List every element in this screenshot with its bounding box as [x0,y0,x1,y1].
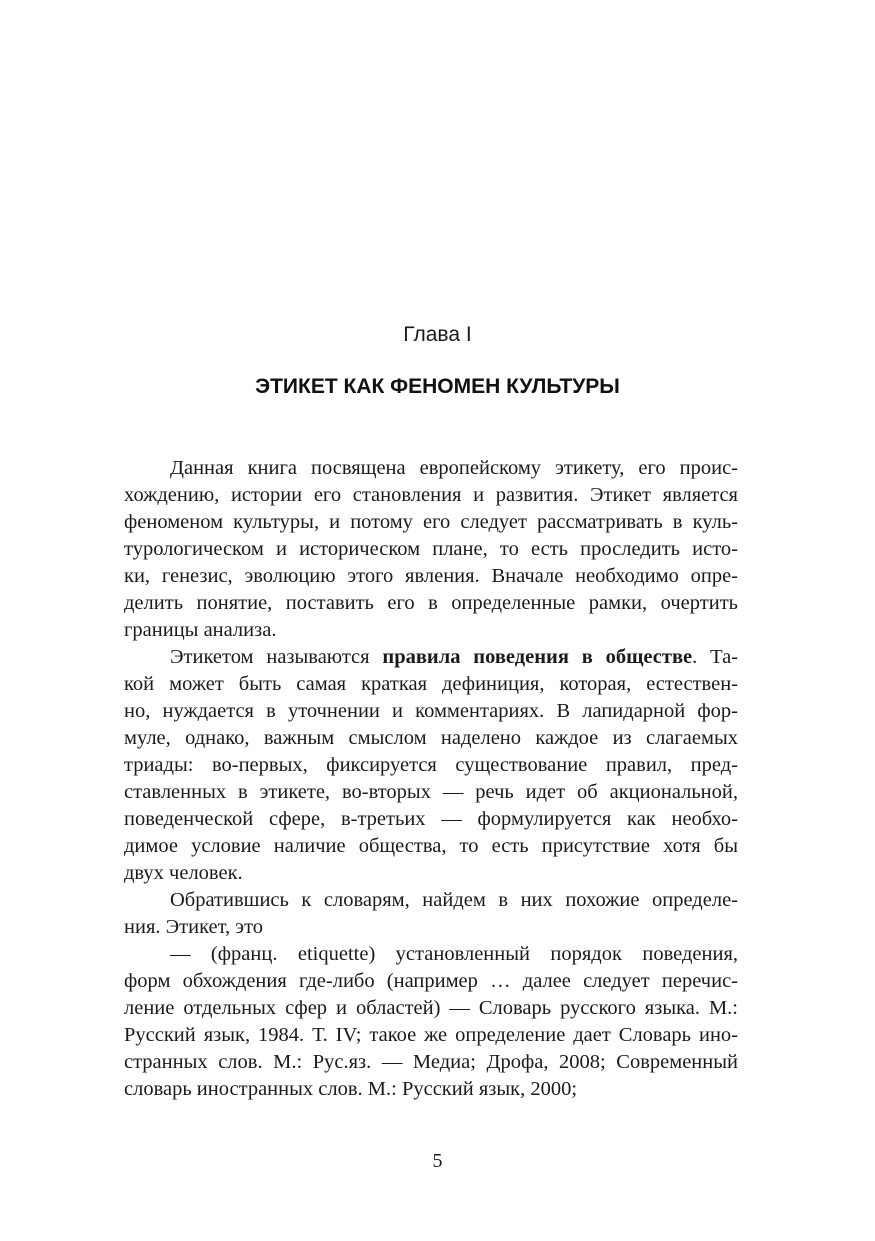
text-line: хождению, истории его становления и развития. Этикет является [124,484,738,506]
bold-term: правила поведения в обществе [382,646,693,668]
text-line: ление отдельных сфер и областей) — Словарь русского языка. М.: [124,997,738,1019]
text-line: турологическом и историческом плане, то есть проследить исто- [124,538,738,560]
chapter-title: ЭТИКЕТ КАК ФЕНОМЕН КУЛЬТУРЫ [255,375,620,398]
text-line: двух человек. [124,862,243,884]
text-line: кой может быть самая краткая дефиниция, которая, естествен- [124,673,738,695]
text-line: словарь иностранных слов. М.: Русский язык, 2000; [124,1078,578,1100]
text-line: триады: во-первых, фиксируется существование правил, пред- [124,754,738,776]
text-line: ставленных в этикете, во-вторых — речь идет об акциональной, [124,781,738,803]
paragraph-2 [124,644,738,887]
text-line: Обратившись к словарям, найдем в них похожие определе- [170,889,738,911]
text-line [124,644,738,671]
text-line: странных слов. М.: Рус.яз. — Медиа; Дрофа, 2008; Современный [124,1051,738,1073]
text-line: но, нуждается в уточнении и комментариях. В лапидарной фор- [124,700,738,722]
text-line: Русский язык, 1984. Т. IV; такое же определение дает Словарь ино- [124,1024,738,1046]
body-text [124,455,738,1103]
text-line: Данная книга посвящена европейскому этикету, его проис- [170,457,738,479]
paragraph-4 [124,941,738,1103]
text-line: границы анализа. [124,619,277,641]
paragraph-3 [124,887,738,941]
text-line: ния. Этикет, это [124,916,264,938]
chapter-label: Глава I [403,323,472,346]
text-line: форм обхождения где-либо (например … далее следует перечис- [124,970,738,992]
text-line: димое условие наличие общества, то есть присутствие хотя бы [124,835,738,857]
text-line: — (франц. etiquette) установленный порядок поведения, [170,943,738,965]
text-line: поведенческой сфере, в-третьих — формулируется как необхо- [124,808,738,830]
text-line: делить понятие, поставить его в определенные рамки, очертить [124,592,738,614]
text-line: ки, генезис, эволюцию этого явления. Вначале необходимо опре- [124,565,738,587]
paragraph-1 [124,455,738,644]
text-fragment: . Та- [692,646,738,668]
text-fragment: Этикетом называются [170,646,383,668]
text-line: муле, однако, важным смыслом наделено каждое из слагаемых [124,727,738,749]
page-number: 5 [432,1150,443,1172]
text-line: феноменом культуры, и потому его следует рассматривать в куль- [124,511,738,533]
